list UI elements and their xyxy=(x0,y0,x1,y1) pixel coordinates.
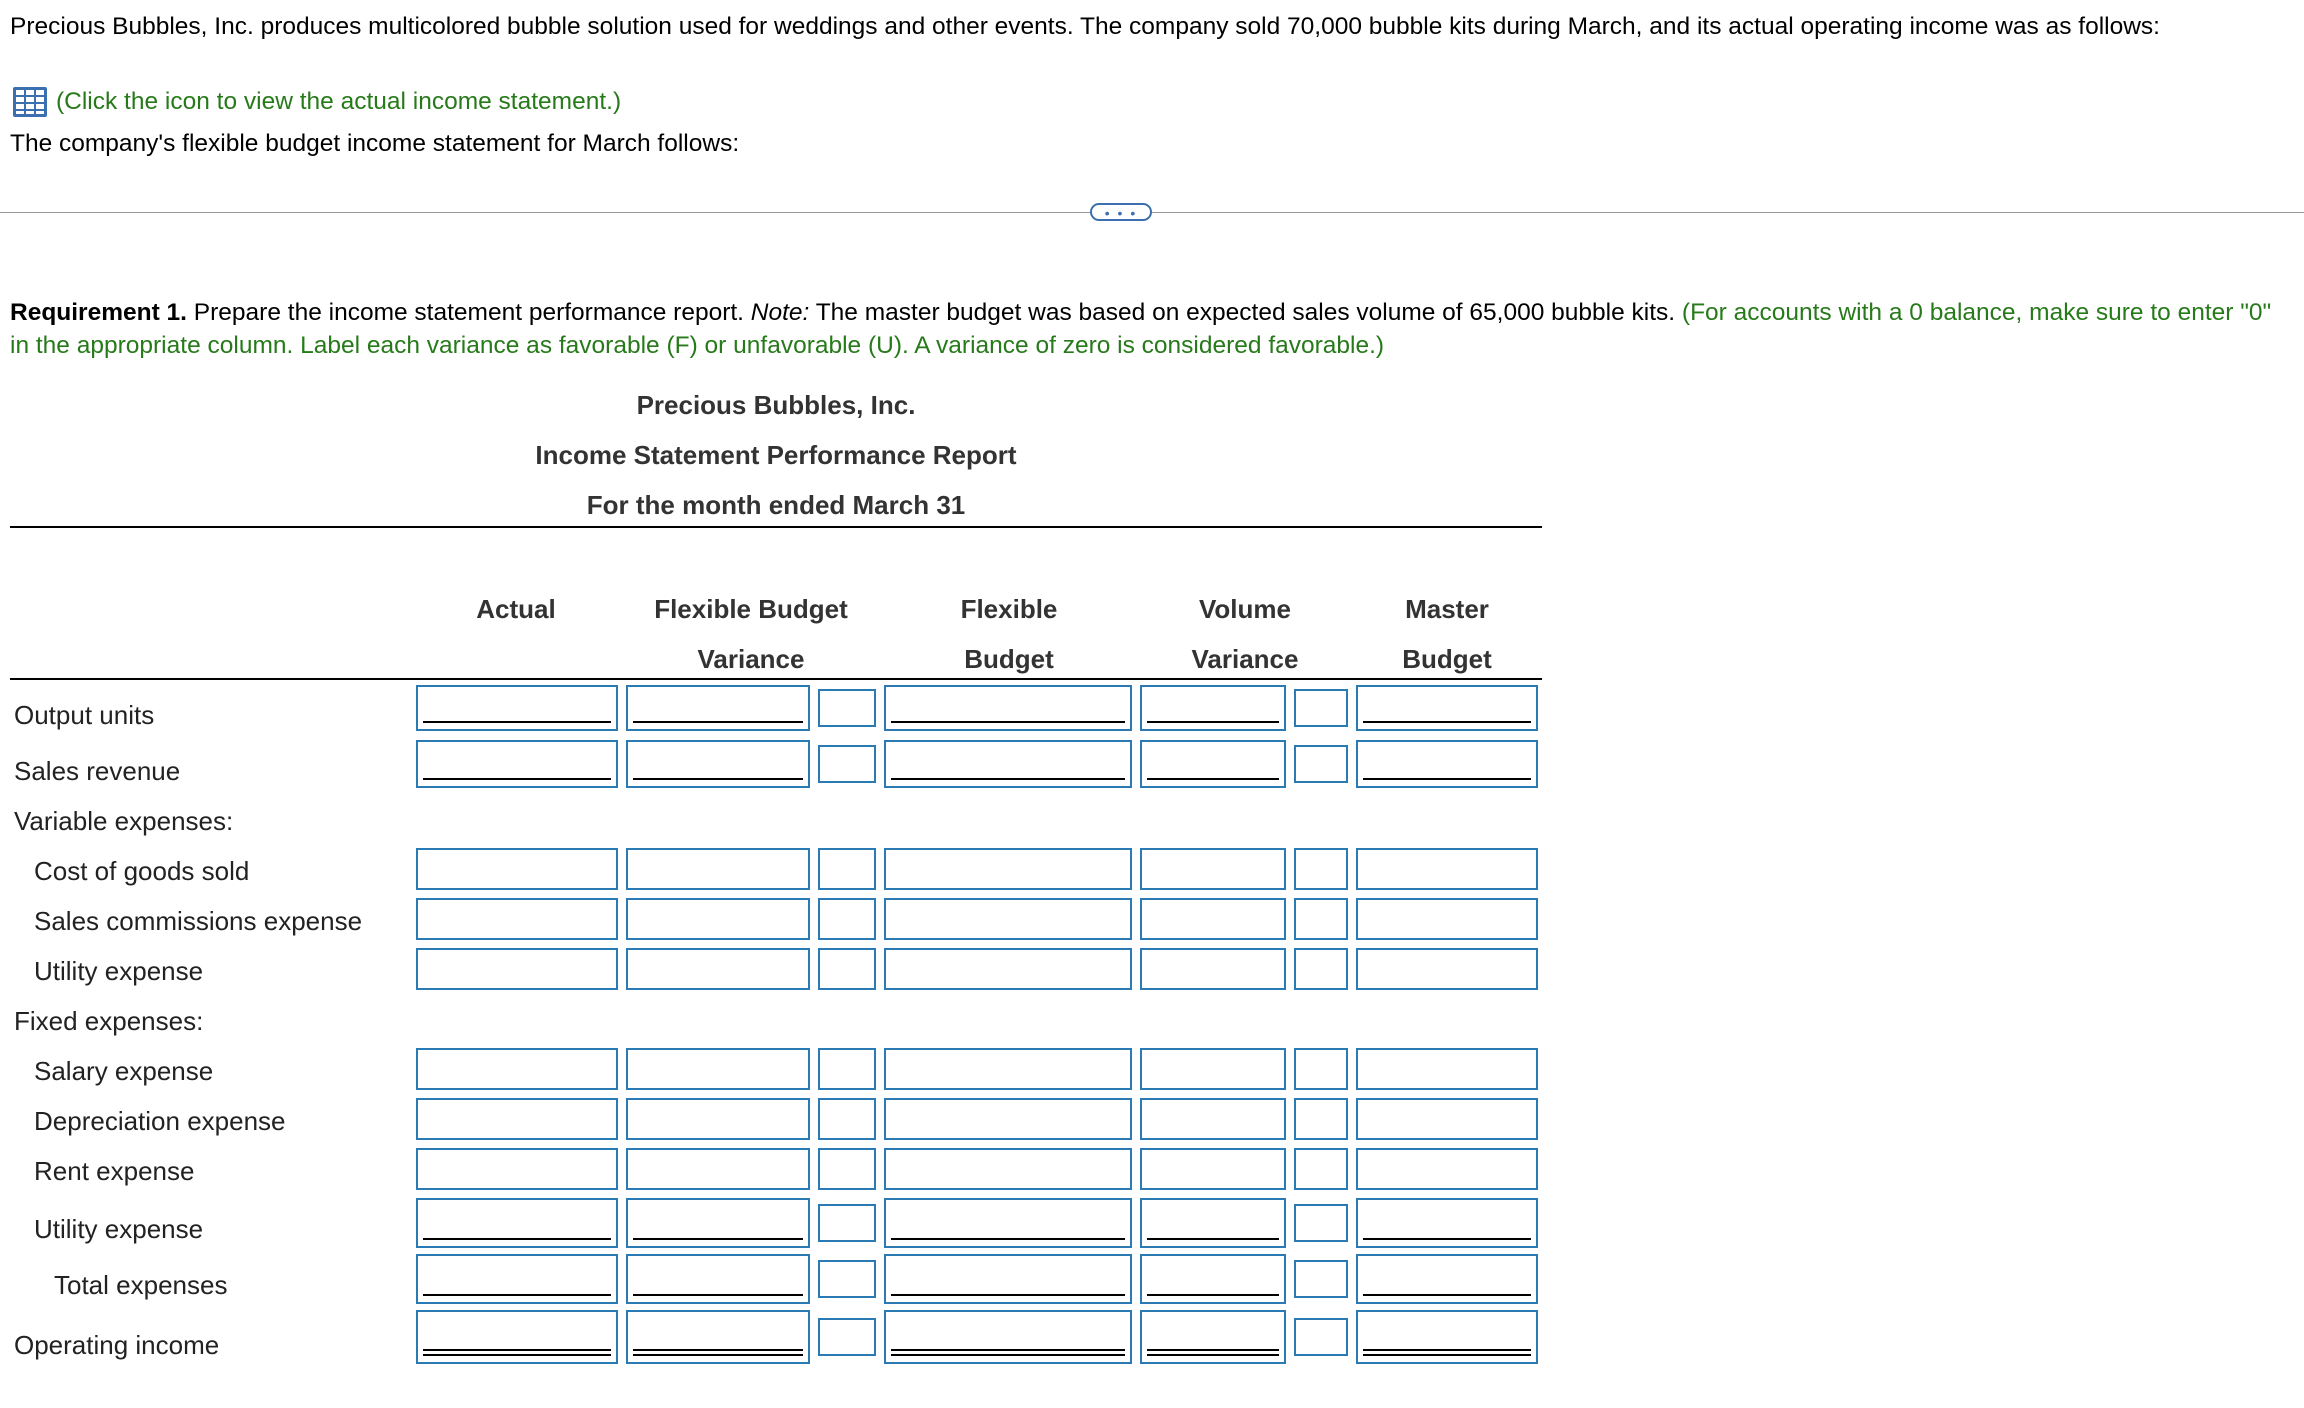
utility-variable-volume-variance-fu-label-input[interactable] xyxy=(1294,948,1348,990)
expand-more-button[interactable]: • • • xyxy=(1090,203,1152,221)
rent-volume-variance-input[interactable] xyxy=(1140,1148,1286,1190)
rent-actual-input[interactable] xyxy=(416,1148,618,1190)
utility-variable-master-budget-input[interactable] xyxy=(1356,948,1538,990)
row-label-sales-commissions: Sales commissions expense xyxy=(34,906,363,936)
sales-commissions-master-budget-input[interactable] xyxy=(1356,898,1538,940)
row-label-variable-expenses: Variable expenses: xyxy=(14,806,234,836)
rent-master-budget-input[interactable] xyxy=(1356,1148,1538,1190)
sales-commissions-flexible-budget-input[interactable] xyxy=(884,898,1132,940)
sales-commissions-flexible-budget-variance-input[interactable] xyxy=(626,898,810,940)
depreciation-flexible-budget-variance-input[interactable] xyxy=(626,1098,810,1140)
cogs-master-budget-input[interactable] xyxy=(1356,848,1538,890)
cogs-volume-variance-fu-label-input[interactable] xyxy=(1294,848,1348,890)
row-label-operating-income: Operating income xyxy=(14,1330,220,1360)
flexible-budget-intro: The company's flexible budget income statement for March follows: xyxy=(10,130,740,157)
utility-variable-volume-variance-input[interactable] xyxy=(1140,948,1286,990)
title-rule xyxy=(10,526,1542,528)
col-header-fbv-line2: Variance xyxy=(697,644,805,674)
underline xyxy=(633,1354,803,1356)
underline xyxy=(1363,1294,1531,1296)
utility-variable-flexible-budget-variance-fu-label-input[interactable] xyxy=(818,948,876,990)
underline xyxy=(1147,1294,1279,1296)
total-expenses-actual-input[interactable] xyxy=(416,1254,618,1304)
requirement-label: Requirement 1. xyxy=(10,299,187,326)
header-rule xyxy=(10,678,1542,680)
row-label-utility-fixed: Utility expense xyxy=(34,1214,204,1244)
rent-flexible-budget-input[interactable] xyxy=(884,1148,1132,1190)
total-expenses-flexible-budget-variance-input[interactable] xyxy=(626,1254,810,1304)
cogs-flexible-budget-variance-input[interactable] xyxy=(626,848,810,890)
underline xyxy=(1363,1349,1531,1351)
underline xyxy=(891,1238,1125,1240)
cogs-flexible-budget-variance-fu-label-input[interactable] xyxy=(818,848,876,890)
row-label-depreciation: Depreciation expense xyxy=(34,1106,286,1136)
depreciation-volume-variance-input[interactable] xyxy=(1140,1098,1286,1140)
output-units-volume-variance-fu-label-input[interactable] xyxy=(1294,689,1348,727)
sales-revenue-flexible-budget-variance-fu-label-input[interactable] xyxy=(818,745,876,783)
underline xyxy=(633,1294,803,1296)
cogs-volume-variance-input[interactable] xyxy=(1140,848,1286,890)
output-units-volume-variance-input[interactable] xyxy=(1140,685,1286,731)
operating-income-flexible-budget-variance-fu-label-input[interactable] xyxy=(818,1318,876,1356)
requirement-text-1: Prepare the income statement performance report. xyxy=(187,299,751,326)
underline xyxy=(1147,1349,1279,1351)
depreciation-flexible-budget-variance-fu-label-input[interactable] xyxy=(818,1098,876,1140)
sales-revenue-actual-input[interactable] xyxy=(416,740,618,788)
income-statement-link[interactable] xyxy=(12,84,621,120)
depreciation-master-budget-input[interactable] xyxy=(1356,1098,1538,1140)
total-expenses-volume-variance-fu-label-input[interactable] xyxy=(1294,1260,1348,1298)
rent-flexible-budget-variance-input[interactable] xyxy=(626,1148,810,1190)
utility-variable-flexible-budget-input[interactable] xyxy=(884,948,1132,990)
total-expenses-flexible-budget-variance-fu-label-input[interactable] xyxy=(818,1260,876,1298)
col-header-fbv-line1: Flexible Budget xyxy=(654,594,848,624)
requirement-text xyxy=(10,296,2280,362)
sales-revenue-volume-variance-input[interactable] xyxy=(1140,740,1286,788)
total-expenses-master-budget-input[interactable] xyxy=(1356,1254,1538,1304)
sales-revenue-flexible-budget-input[interactable] xyxy=(884,740,1132,788)
row-label-sales-revenue: Sales revenue xyxy=(14,756,181,786)
underline xyxy=(633,1349,803,1351)
output-units-flexible-budget-input[interactable] xyxy=(884,685,1132,731)
underline xyxy=(891,1354,1125,1356)
col-header-vv-line2: Variance xyxy=(1191,644,1299,674)
utility-fixed-flexible-budget-variance-fu-label-input[interactable] xyxy=(818,1204,876,1242)
underline xyxy=(633,778,803,780)
col-header-vv-line1: Volume xyxy=(1199,594,1291,624)
rent-flexible-budget-variance-fu-label-input[interactable] xyxy=(818,1148,876,1190)
col-header-fb-line1: Flexible xyxy=(960,594,1058,624)
col-header-mb-line2: Budget xyxy=(1402,644,1492,674)
sales-commissions-volume-variance-input[interactable] xyxy=(1140,898,1286,940)
operating-income-flexible-budget-variance-input[interactable] xyxy=(626,1310,810,1364)
operating-income-actual-input[interactable] xyxy=(416,1310,618,1364)
report-title: Income Statement Performance Report xyxy=(535,440,1017,470)
sales-revenue-volume-variance-fu-label-input[interactable] xyxy=(1294,745,1348,783)
cogs-actual-input[interactable] xyxy=(416,848,618,890)
underline xyxy=(1147,1354,1279,1356)
report-company: Precious Bubbles, Inc. xyxy=(636,390,916,420)
underline xyxy=(1363,721,1531,723)
underline xyxy=(423,1238,611,1240)
operating-income-master-budget-input[interactable] xyxy=(1356,1310,1538,1364)
underline xyxy=(1363,1354,1531,1356)
operating-income-volume-variance-fu-label-input[interactable] xyxy=(1294,1318,1348,1356)
row-label-output-units: Output units xyxy=(14,700,155,730)
problem-intro: Precious Bubbles, Inc. produces multicolored bubble solution used for weddings and other events. The company sold 70,000 bubble kits during March, and its actual operating income was as follows: xyxy=(10,13,2160,40)
salary-master-budget-input[interactable] xyxy=(1356,1048,1538,1090)
col-header-mb-line1: Master xyxy=(1405,594,1489,624)
salary-volume-variance-fu-label-input[interactable] xyxy=(1294,1048,1348,1090)
row-label-utility-variable: Utility expense xyxy=(34,956,204,986)
underline xyxy=(891,721,1125,723)
depreciation-actual-input[interactable] xyxy=(416,1098,618,1140)
salary-flexible-budget-input[interactable] xyxy=(884,1048,1132,1090)
underline xyxy=(891,1294,1125,1296)
report-period: For the month ended March 31 xyxy=(586,490,966,520)
underline xyxy=(1363,1238,1531,1240)
underline xyxy=(1147,721,1279,723)
underline xyxy=(1147,1238,1279,1240)
sales-commissions-volume-variance-fu-label-input[interactable] xyxy=(1294,898,1348,940)
operating-income-flexible-budget-input[interactable] xyxy=(884,1310,1132,1364)
col-header-actual: Actual xyxy=(476,594,556,624)
underline xyxy=(633,1238,803,1240)
row-label-rent: Rent expense xyxy=(34,1156,195,1186)
salary-volume-variance-input[interactable] xyxy=(1140,1048,1286,1090)
rent-volume-variance-fu-label-input[interactable] xyxy=(1294,1148,1348,1190)
underline xyxy=(423,1354,611,1356)
salary-flexible-budget-variance-input[interactable] xyxy=(626,1048,810,1090)
table-grid-icon[interactable] xyxy=(12,86,48,118)
cogs-flexible-budget-input[interactable] xyxy=(884,848,1132,890)
utility-fixed-flexible-budget-input[interactable] xyxy=(884,1198,1132,1248)
operating-income-volume-variance-input[interactable] xyxy=(1140,1310,1286,1364)
output-units-flexible-budget-variance-input[interactable] xyxy=(626,685,810,731)
utility-fixed-master-budget-input[interactable] xyxy=(1356,1198,1538,1248)
total-expenses-volume-variance-input[interactable] xyxy=(1140,1254,1286,1304)
output-units-actual-input[interactable] xyxy=(416,685,618,731)
row-label-cogs: Cost of goods sold xyxy=(34,856,250,886)
depreciation-flexible-budget-input[interactable] xyxy=(884,1098,1132,1140)
col-header-fb-line2: Budget xyxy=(964,644,1054,674)
utility-fixed-volume-variance-input[interactable] xyxy=(1140,1198,1286,1248)
sales-commissions-actual-input[interactable] xyxy=(416,898,618,940)
depreciation-volume-variance-fu-label-input[interactable] xyxy=(1294,1098,1348,1140)
underline xyxy=(1363,778,1531,780)
underline xyxy=(423,1294,611,1296)
total-expenses-flexible-budget-input[interactable] xyxy=(884,1254,1132,1304)
underline xyxy=(633,721,803,723)
underline xyxy=(423,721,611,723)
utility-variable-actual-input[interactable] xyxy=(416,948,618,990)
utility-fixed-actual-input[interactable] xyxy=(416,1198,618,1248)
income-statement-link-text[interactable]: (Click the icon to view the actual income statement.) xyxy=(56,88,622,115)
underline xyxy=(891,778,1125,780)
utility-fixed-volume-variance-fu-label-input[interactable] xyxy=(1294,1204,1348,1242)
output-units-master-budget-input[interactable] xyxy=(1356,685,1538,731)
salary-actual-input[interactable] xyxy=(416,1048,618,1090)
salary-flexible-budget-variance-fu-label-input[interactable] xyxy=(818,1048,876,1090)
underline xyxy=(1147,778,1279,780)
section-divider xyxy=(0,212,2304,213)
note-label: Note: xyxy=(750,299,810,326)
underline xyxy=(891,1349,1125,1351)
row-label-salary: Salary expense xyxy=(34,1056,214,1086)
underline xyxy=(423,1349,611,1351)
sales-commissions-flexible-budget-variance-fu-label-input[interactable] xyxy=(818,898,876,940)
requirement-text-2: The master budget was based on expected sales volume of 65,000 bubble kits. xyxy=(809,299,1682,326)
sales-revenue-master-budget-input[interactable] xyxy=(1356,740,1538,788)
sales-revenue-flexible-budget-variance-input[interactable] xyxy=(626,740,810,788)
row-label-total-expenses: Total expenses xyxy=(54,1270,228,1300)
underline xyxy=(423,778,611,780)
utility-fixed-flexible-budget-variance-input[interactable] xyxy=(626,1198,810,1248)
utility-variable-flexible-budget-variance-input[interactable] xyxy=(626,948,810,990)
output-units-flexible-budget-variance-fu-label-input[interactable] xyxy=(818,689,876,727)
requirement-instructions: (For accounts with a 0 balance, make sure to enter "0" in the appropriate column. Label each variance as favorable (F) or unfavorable (U). A variance of zero is considered favorable.) xyxy=(10,299,2272,359)
row-label-fixed-expenses: Fixed expenses: xyxy=(14,1006,204,1036)
